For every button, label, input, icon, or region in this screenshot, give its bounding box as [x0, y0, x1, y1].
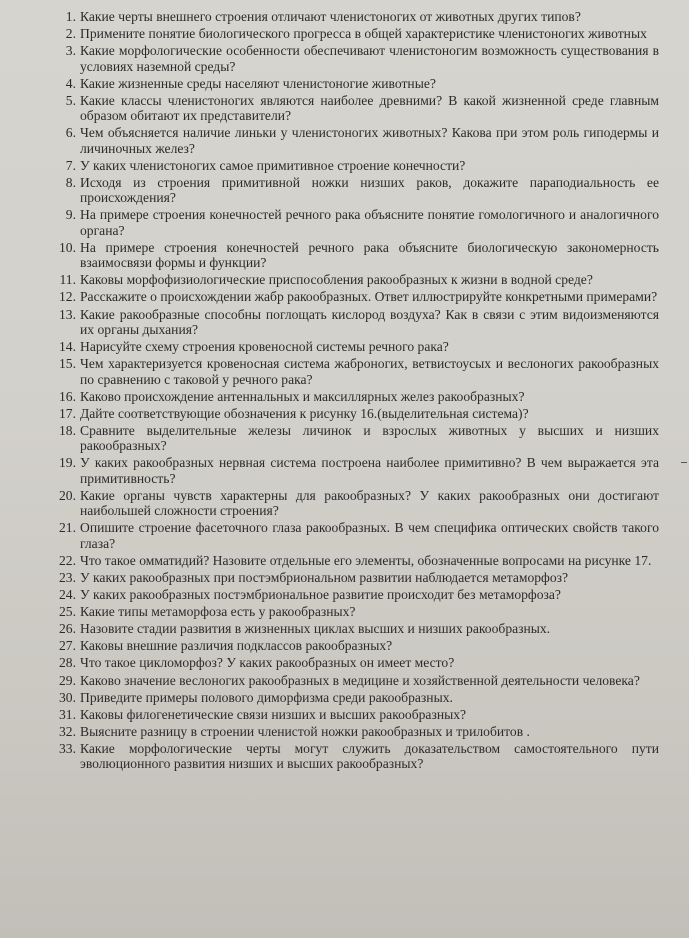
question-number: 33.	[59, 740, 76, 756]
question-text: Каково значение веслоногих ракообразных в медицине и хозяйственной деятельности человека?	[80, 672, 640, 688]
question-item	[52, 423, 659, 454]
question-number: 4.	[65, 75, 76, 91]
question-number: 12.	[59, 289, 76, 305]
question-text: Приведите примеры полового диморфизма среди ракообразных.	[80, 689, 453, 705]
question-number: 31.	[59, 706, 76, 722]
question-text: Что такое омматидий? Назовите отдельные его элементы, обозначенные вопросами на рисунке 17.	[80, 552, 652, 568]
question-item	[52, 26, 659, 41]
question-number: 17.	[59, 405, 76, 421]
question-number: 25.	[59, 604, 76, 620]
question-text: Каковы морфофизиологические приспособления ракообразных к жизни в водной среде?	[80, 272, 593, 288]
question-item	[52, 570, 659, 585]
question-number: 16.	[59, 388, 76, 404]
question-number: 19.	[59, 455, 76, 471]
question-text: Назовите стадии развития в жизненных циклах высших и низших ракообразных.	[80, 621, 551, 637]
question-number: 22.	[59, 552, 76, 568]
question-number: 8.	[65, 174, 76, 190]
question-text: Каковы филогенетические связи низших и высших ракообразных?	[80, 706, 467, 722]
question-text: Сравните выделительные железы личинок и взрослых животных у высших и низших ракообразных?	[80, 422, 659, 454]
question-number: 14.	[59, 339, 76, 355]
question-text: Нарисуйте схему строения кровеносной системы речного рака?	[80, 339, 449, 355]
margin-mark	[681, 462, 687, 463]
question-number: 29.	[59, 672, 76, 688]
question-item	[52, 240, 659, 271]
question-item	[52, 125, 659, 156]
question-number: 18.	[59, 422, 76, 438]
question-item	[52, 724, 659, 739]
question-number: 32.	[59, 723, 76, 739]
question-number: 24.	[59, 587, 76, 603]
question-text: Примените понятие биологического прогресса в общей характеристике членистоногих животных	[80, 26, 647, 42]
question-number: 2.	[65, 26, 76, 42]
question-text: На примере строения конечностей речного рака объясните понятие гомологичного и аналогичного органа?	[80, 207, 659, 238]
question-number: 1.	[65, 9, 76, 24]
question-item	[52, 175, 659, 206]
question-text: Какие органы чувств характерны для ракообразных? У каких ракообразных они достигают наибольшей сложности строения?	[80, 487, 659, 519]
question-text: Что такое цикломорфоз? У каких ракообразных он имеет место?	[80, 655, 455, 671]
question-item	[52, 621, 659, 636]
question-text: Чем объясняется наличие линьки у членистоногих животных? Какова при этом роль гиподермы и личиночных желез?	[80, 125, 659, 156]
question-item	[52, 604, 659, 619]
question-text: У каких членистоногих самое примитивное строение конечности?	[80, 157, 466, 173]
question-item	[52, 638, 659, 653]
question-number: 20.	[59, 487, 76, 503]
question-text: Какие морфологические особенности обеспечивают членистоногим возможность существования в условиях наземной среды?	[80, 43, 659, 74]
question-item	[52, 43, 659, 74]
question-number: 11.	[59, 272, 76, 288]
question-number: 10.	[59, 239, 76, 255]
question-item	[52, 289, 659, 304]
question-text: У каких ракообразных при постэмбриональном развитии наблюдается метаморфоз?	[80, 569, 569, 585]
question-text: Дайте соответствующие обозначения к рисунку 16.(выделительная система)?	[80, 405, 529, 421]
question-item	[52, 406, 659, 421]
question-text: Расскажите о происхождении жабр ракообразных. Ответ иллюстрируйте конкретными примерами?	[80, 289, 658, 305]
question-item	[52, 673, 659, 688]
question-text: Какие черты внешнего строения отличают членистоногих от животных других типов?	[80, 9, 581, 24]
question-item	[52, 587, 659, 602]
question-item	[52, 741, 659, 772]
question-number: 23.	[59, 569, 76, 585]
question-item	[52, 690, 659, 705]
question-text: Какие классы членистоногих являются наиболее древними? В какой жизненной среде главным образом обитают их представители?	[80, 92, 659, 124]
question-item	[52, 158, 659, 173]
question-text: Каково происхождение антеннальных и максиллярных желез ракообразных?	[80, 388, 525, 404]
question-item	[52, 207, 659, 238]
question-item	[52, 455, 659, 486]
question-number: 3.	[65, 43, 76, 59]
question-item	[52, 389, 659, 404]
question-text: Исходя из строения примитивной ножки низших раков, докажите параподиальность ее происхождения?	[80, 174, 659, 206]
question-item	[52, 356, 659, 387]
question-text: На примере строения конечностей речного рака объясните биологическую закономерность взаимосвязи формы и функции?	[80, 239, 659, 271]
question-text: Какие морфологические черты могут служить доказательством самостоятельного пути эволюционного развития низших и высших ракообразных?	[80, 740, 659, 772]
question-number: 6.	[65, 125, 76, 141]
question-item	[52, 553, 659, 568]
question-number: 30.	[59, 689, 76, 705]
question-number: 13.	[59, 306, 76, 322]
question-text: Какие жизненные среды населяют членистоногие животные?	[80, 75, 436, 91]
question-item	[52, 488, 659, 519]
question-text: Опишите строение фасеточного глаза ракообразных. В чем специфика оптических свойств такого глаза?	[80, 520, 659, 551]
question-item	[52, 307, 659, 338]
question-text: Какие типы метаморфоза есть у ракообразных?	[80, 604, 356, 620]
question-text: Выясните разницу в строении членистой ножки ракообразных и трилобитов .	[80, 723, 530, 739]
question-item	[52, 272, 659, 287]
question-number: 21.	[59, 520, 76, 536]
question-number: 26.	[59, 621, 76, 637]
question-number: 27.	[59, 638, 76, 654]
question-number: 9.	[65, 207, 76, 223]
question-item	[52, 707, 659, 722]
question-list	[52, 9, 659, 772]
question-number: 5.	[65, 92, 76, 108]
question-item	[52, 339, 659, 354]
question-item	[52, 93, 659, 124]
question-item	[52, 655, 659, 670]
question-number: 28.	[59, 655, 76, 671]
question-text: У каких ракообразных нервная система построена наиболее примитивно? В чем выражается эта примитивность?	[80, 455, 659, 486]
question-item	[52, 9, 659, 24]
question-text: Каковы внешние различия подклассов ракообразных?	[80, 638, 393, 654]
question-number: 7.	[65, 157, 76, 173]
question-item	[52, 520, 659, 551]
question-number: 15.	[59, 356, 76, 372]
question-text: У каких ракообразных постэмбриональное развитие происходит без метаморфоза?	[80, 587, 561, 603]
question-item	[52, 76, 659, 91]
question-text: Чем характеризуется кровеносная система жаброногих, ветвистоусых и веслоногих ракообразных по сравнению с таковой у речного рака?	[80, 356, 659, 387]
question-text: Какие ракообразные способны поглощать кислород воздуха? Как в связи с этим видоизменяются их органы дыхания?	[80, 306, 659, 337]
